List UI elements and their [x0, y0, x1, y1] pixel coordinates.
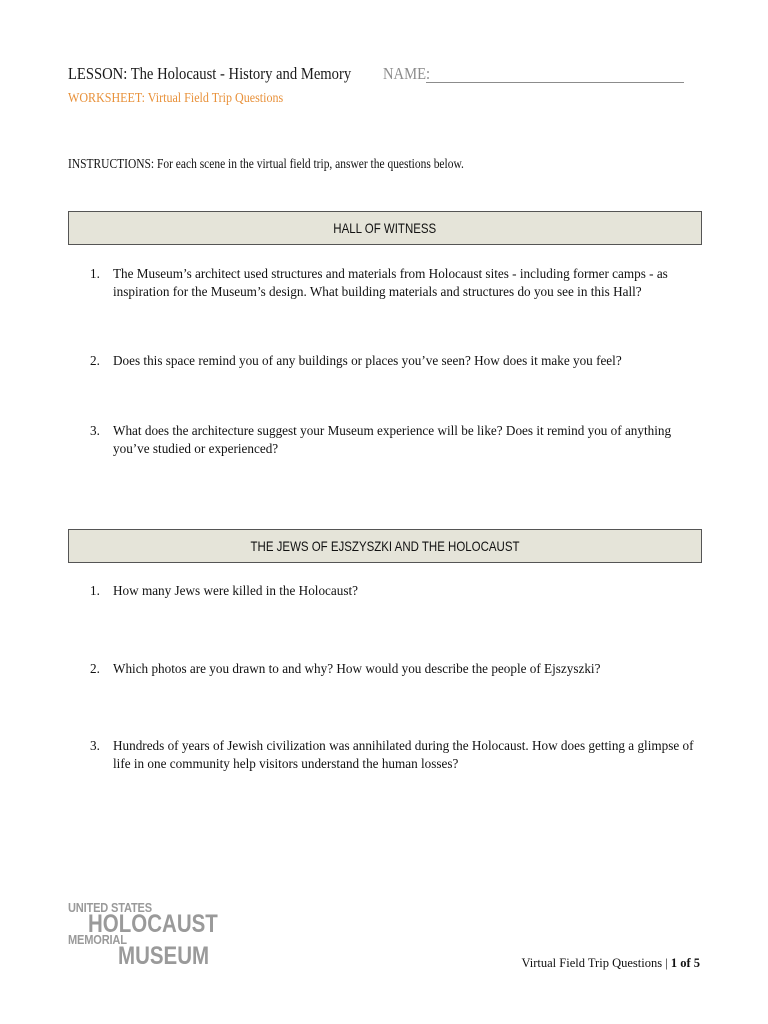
question-number: 3. — [90, 738, 100, 753]
logo-line-museum: MUSEUM — [118, 942, 210, 970]
name-field-line[interactable] — [426, 82, 684, 83]
question-item — [90, 352, 710, 370]
footer-label: Virtual Field Trip Questions | — [521, 956, 671, 970]
question-number: 1. — [90, 583, 100, 598]
question-text: Which photos are you drawn to and why? How would you describe the people of Ejszyszki? — [113, 661, 601, 676]
section-title: HALL OF WITNESS — [333, 220, 437, 236]
museum-logo — [68, 900, 218, 972]
question-number: 1. — [90, 266, 100, 281]
question-item — [90, 265, 710, 301]
question-text: The Museum’s architect used structures and materials from Holocaust sites - including former camps - as inspiration for the Museum’s design. What building materials and structures do you see in this Hall? — [113, 266, 668, 299]
page-footer — [521, 956, 700, 971]
question-number: 3. — [90, 423, 100, 438]
logo-line-memorial: MEMORIAL — [68, 932, 127, 947]
section-header-jews-of-ejszyszki — [68, 529, 702, 563]
question-item — [90, 422, 710, 458]
lesson-title: LESSON: The Holocaust - History and Memory — [68, 64, 352, 83]
question-number: 2. — [90, 353, 100, 368]
question-text: What does the architecture suggest your Museum experience will be like? Does it remind you of anything you’ve studied or experienced? — [113, 423, 672, 456]
question-item — [90, 737, 710, 773]
logo-line-united-states: UNITED STATES — [68, 900, 152, 915]
question-text: How many Jews were killed in the Holocaust? — [113, 583, 359, 598]
question-text: Hundreds of years of Jewish civilization was annihilated during the Holocaust. How does getting a glimpse of life in one community help visitors understand the human losses? — [113, 738, 694, 771]
section-title: THE JEWS OF EJSZYSZKI AND THE HOLOCAUST — [250, 538, 520, 554]
name-label: NAME: — [383, 64, 431, 83]
instructions-text: INSTRUCTIONS: For each scene in the virtual field trip, answer the questions below. — [68, 157, 464, 172]
page-number: 1 of 5 — [670, 956, 700, 970]
question-number: 2. — [90, 661, 100, 676]
section-header-hall-of-witness — [68, 211, 702, 245]
worksheet-subtitle: WORKSHEET: Virtual Field Trip Questions — [68, 91, 284, 106]
question-item — [90, 582, 710, 600]
question-item — [90, 660, 710, 678]
question-text: Does this space remind you of any buildings or places you’ve seen? How does it make you feel? — [113, 353, 622, 368]
logo-line-holocaust: HOLOCAUST — [88, 910, 218, 938]
